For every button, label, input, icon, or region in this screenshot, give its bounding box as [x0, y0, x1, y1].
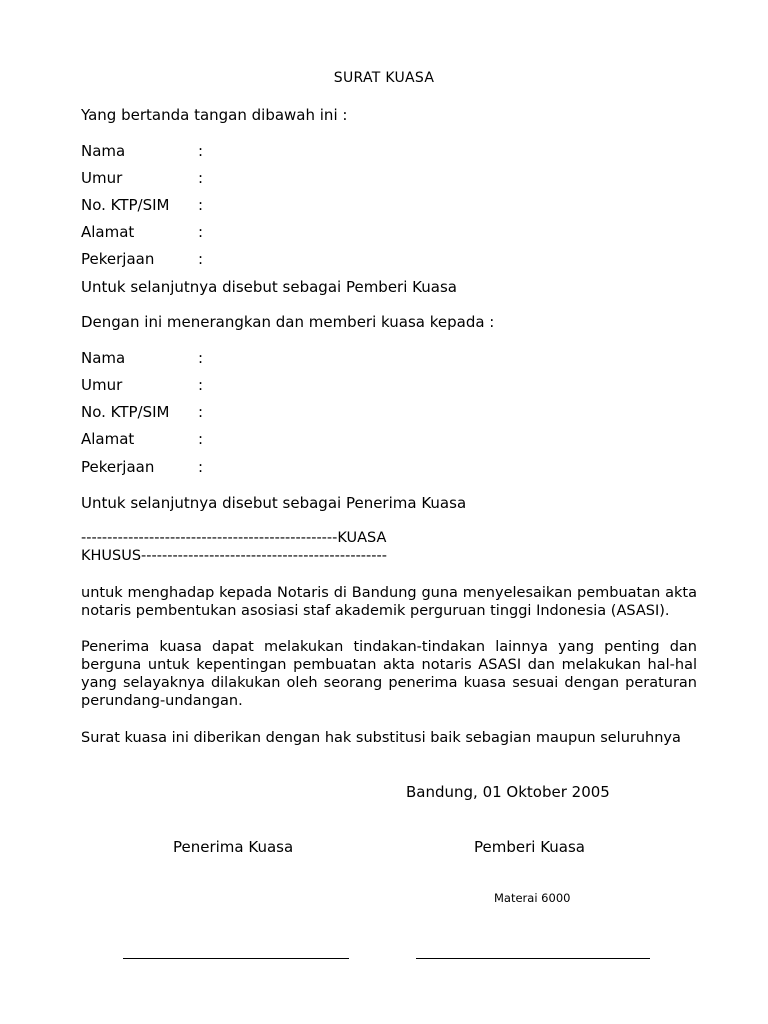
intro-text: Yang bertanda tangan dibawah ini : [81, 106, 348, 124]
grantee-signature-line [123, 958, 349, 959]
grantee-name-label: Nama [81, 349, 126, 367]
grantee-address-label: Alamat [81, 430, 135, 448]
grantee-occupation-label: Pekerjaan [81, 458, 155, 476]
grantor-signature-line [416, 958, 650, 959]
grantee-age-label: Umur [81, 376, 123, 394]
grantee-name-colon: : [198, 349, 204, 367]
body-paragraph-2: Penerima kuasa dapat melakukan tindakan-tindakan lainnya yang penting dan berguna untuk kepentingan pembuatan akta notaris ASASI dan melakukan hal-hal yang selayaknya dilakukan oleh seorang penerima kuasa sesuai dengan peraturan perundang-undangan. [81, 639, 697, 709]
separator-line-2: KHUSUS----------------------------------------------- [81, 548, 387, 564]
body-paragraph-3: Surat kuasa ini diberikan dengan hak substitusi baik sebagian maupun seluruhnya [81, 730, 681, 746]
body-paragraph-1: untuk menghadap kepada Notaris di Bandung guna menyelesaikan pembuatan akta notaris pembentukan asosiasi staf akademik perguruan tinggi Indonesia (ASASI). [81, 585, 697, 619]
grantee-signature-label: Penerima Kuasa [173, 838, 294, 856]
grantee-occupation-colon: : [198, 458, 204, 476]
document-title: SURAT KUASA [333, 70, 435, 86]
grantee-address-colon: : [198, 430, 204, 448]
separator-line-1: -------------------------------------------------KUASA [81, 530, 387, 546]
grantor-address-colon: : [198, 223, 204, 241]
grantor-id-label: No. KTP/SIM [81, 196, 170, 214]
grantee-note: Untuk selanjutnya disebut sebagai Penerima Kuasa [81, 494, 467, 512]
grantee-id-label: No. KTP/SIM [81, 403, 170, 421]
grantor-occupation-label: Pekerjaan [81, 250, 155, 268]
grantor-id-colon: : [198, 196, 204, 214]
grantor-note: Untuk selanjutnya disebut sebagai Pemberi Kuasa [81, 278, 457, 296]
grantor-address-label: Alamat [81, 223, 135, 241]
place-date: Bandung, 01 Oktober 2005 [406, 783, 610, 801]
stamp-label: Materai 6000 [494, 891, 571, 905]
grantor-age-colon: : [198, 169, 204, 187]
grantor-signature-label: Pemberi Kuasa [474, 838, 585, 856]
grantor-name-colon: : [198, 142, 204, 160]
grantor-age-label: Umur [81, 169, 123, 187]
grantee-age-colon: : [198, 376, 204, 394]
grantor-occupation-colon: : [198, 250, 204, 268]
grantor-name-label: Nama [81, 142, 126, 160]
grant-statement: Dengan ini menerangkan dan memberi kuasa kepada : [81, 313, 495, 331]
grantee-id-colon: : [198, 403, 204, 421]
